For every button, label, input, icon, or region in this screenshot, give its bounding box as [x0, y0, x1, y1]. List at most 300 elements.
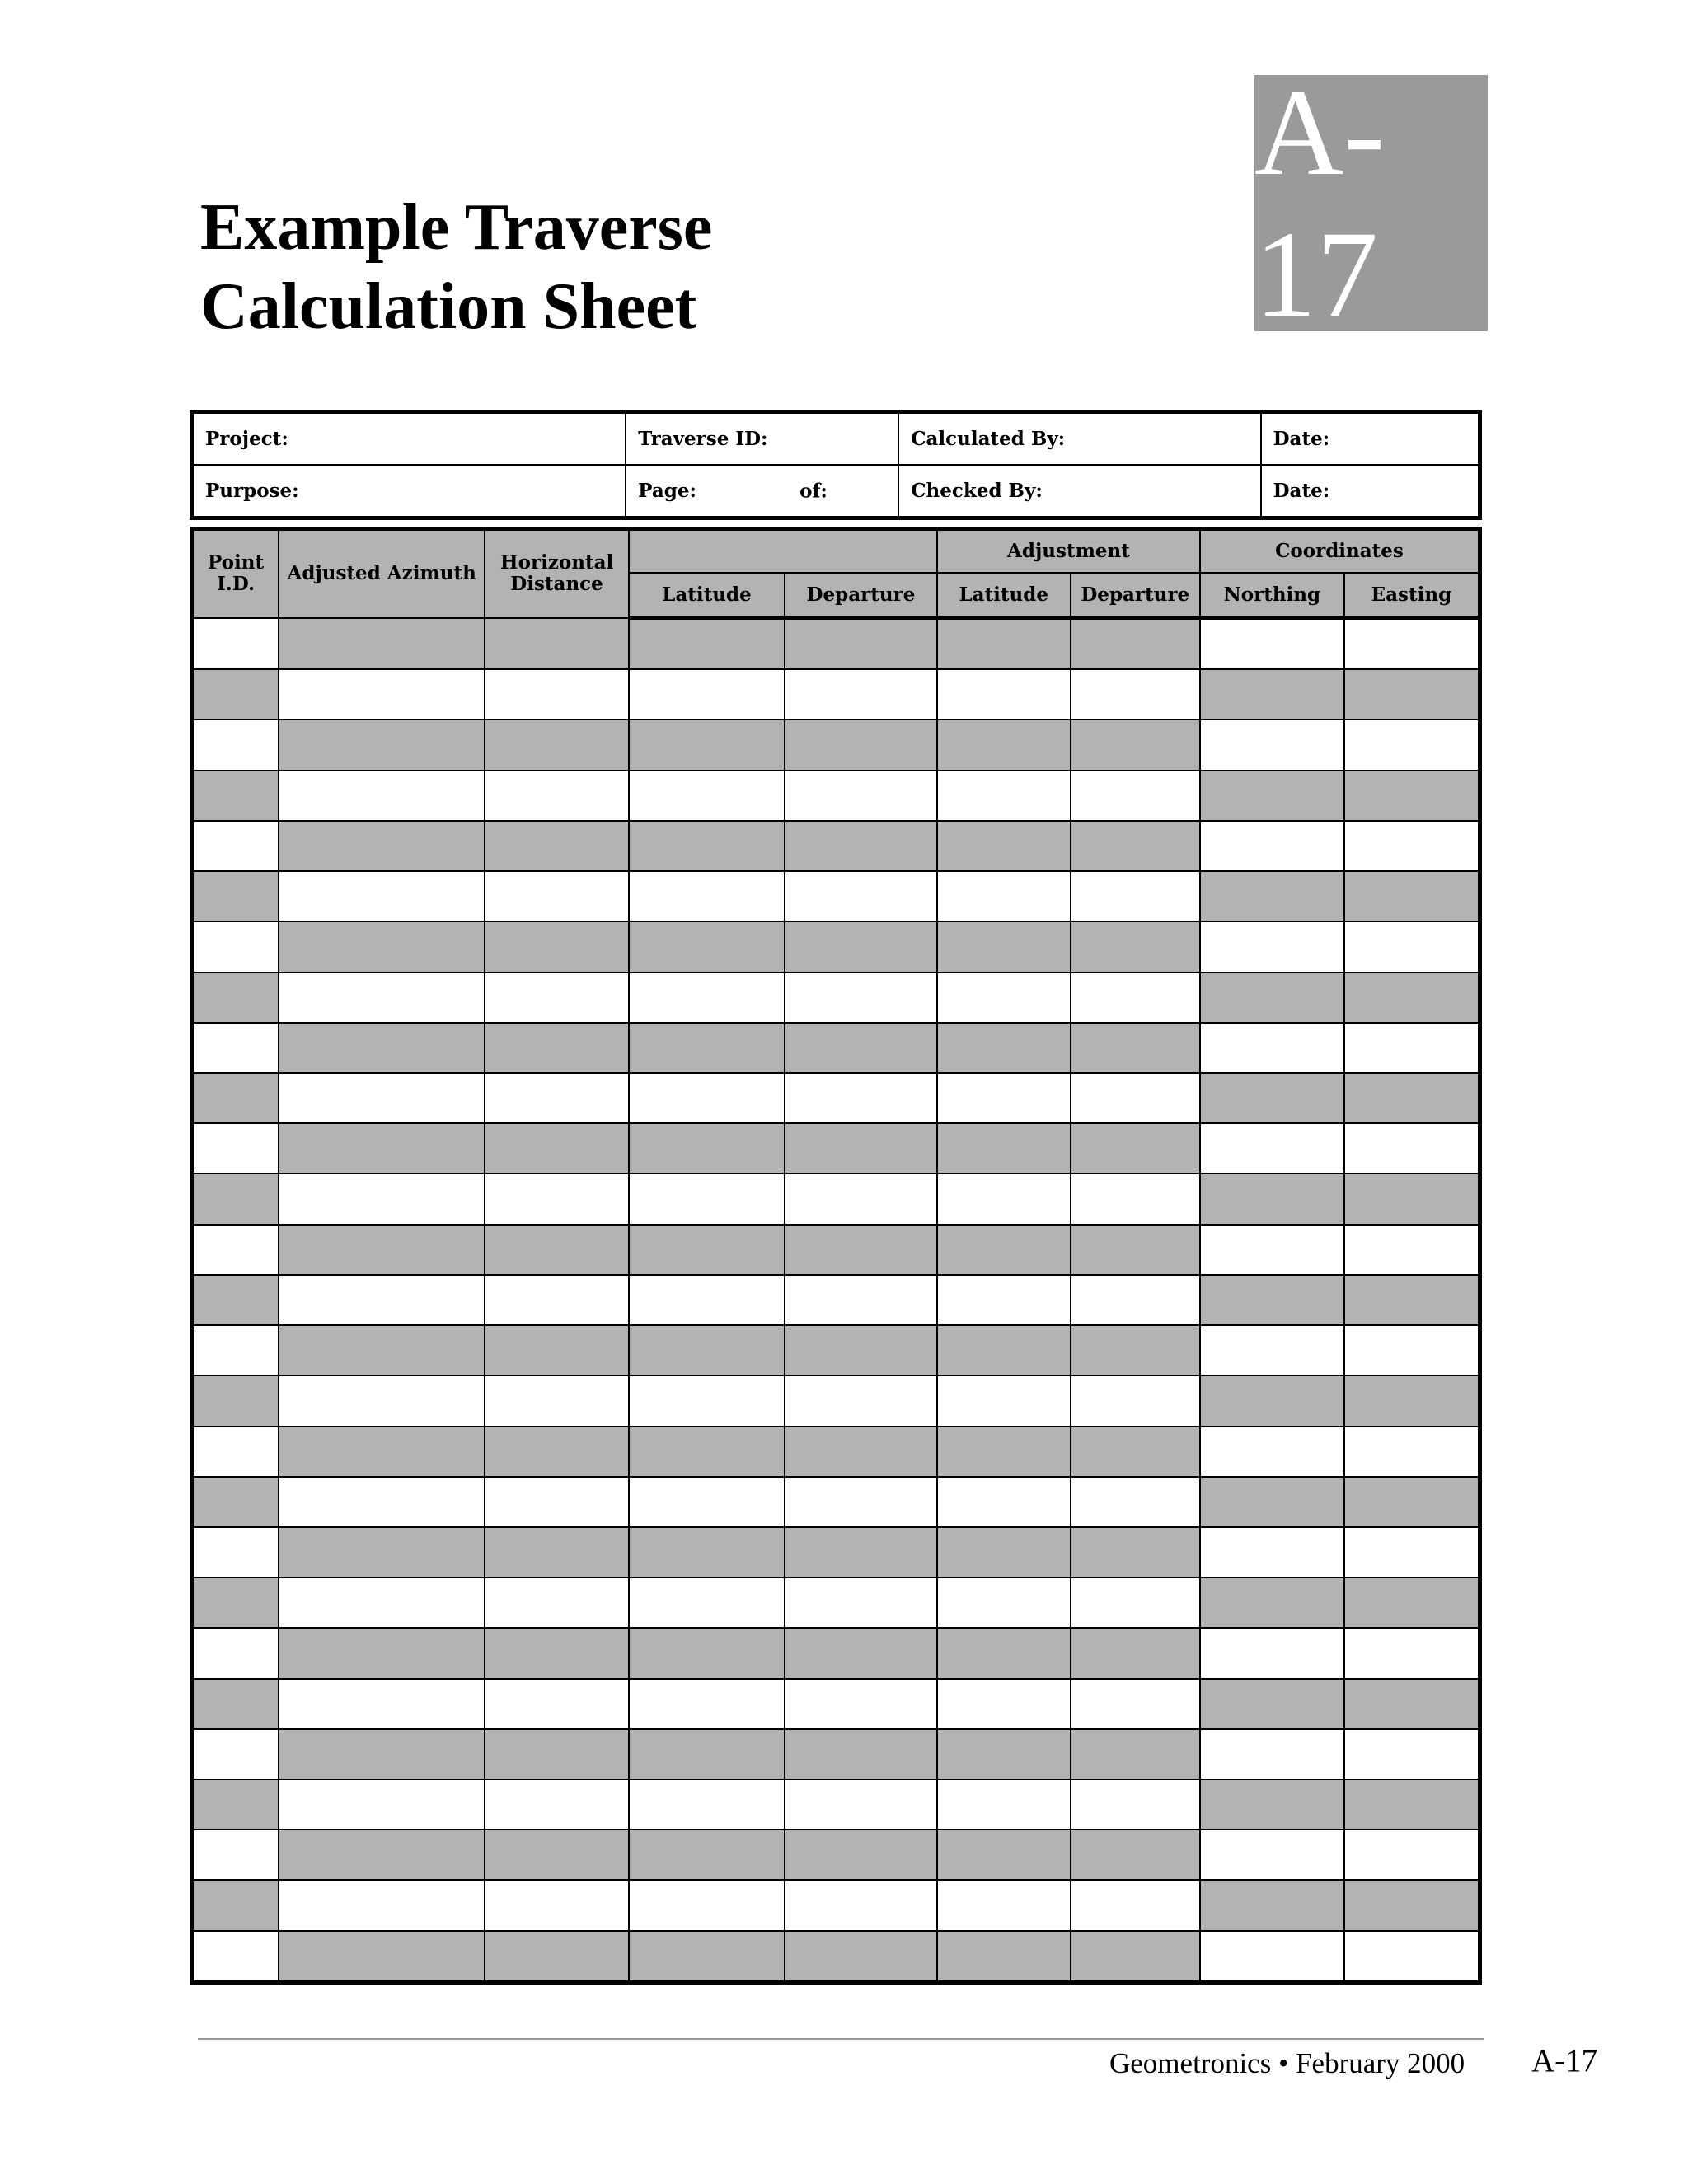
- cell-adjusted-azimuth[interactable]: [279, 1779, 485, 1830]
- cell-easting[interactable]: [1344, 972, 1480, 1023]
- cell-latitude[interactable]: [629, 1931, 785, 1983]
- cell-adj-latitude[interactable]: [937, 1225, 1071, 1275]
- cell-easting[interactable]: [1344, 1679, 1480, 1729]
- of-label: of:: [799, 480, 828, 502]
- col-header-latitude: Latitude: [629, 573, 785, 618]
- cell-departure[interactable]: [785, 1427, 937, 1477]
- cell-easting[interactable]: [1344, 1779, 1480, 1830]
- cell-northing[interactable]: [1200, 669, 1344, 719]
- cell-latitude[interactable]: [629, 1073, 785, 1123]
- cell-point-id[interactable]: [192, 1225, 279, 1275]
- cell-point-id[interactable]: [192, 1779, 279, 1830]
- cell-easting[interactable]: [1344, 618, 1480, 670]
- cell-point-id[interactable]: [192, 1931, 279, 1983]
- cell-adj-departure[interactable]: [1071, 1325, 1201, 1376]
- cell-northing[interactable]: [1200, 1931, 1344, 1983]
- cell-adj-latitude[interactable]: [937, 1376, 1071, 1426]
- cell-adjusted-azimuth[interactable]: [279, 1123, 485, 1174]
- date-label-2: Date:: [1273, 480, 1330, 502]
- col-header-adj-latitude: Latitude: [937, 573, 1071, 618]
- cell-departure[interactable]: [785, 1830, 937, 1880]
- table-row: [192, 1779, 1480, 1830]
- cell-departure[interactable]: [785, 1779, 937, 1830]
- cell-point-id[interactable]: [192, 972, 279, 1023]
- cell-departure[interactable]: [785, 1123, 937, 1174]
- cell-adj-departure[interactable]: [1071, 821, 1201, 871]
- cell-northing[interactable]: [1200, 618, 1344, 670]
- cell-northing[interactable]: [1200, 821, 1344, 871]
- cell-northing[interactable]: [1200, 1325, 1344, 1376]
- cell-easting[interactable]: [1344, 1023, 1480, 1073]
- col-header-northing: Northing: [1200, 573, 1344, 618]
- cell-latitude[interactable]: [629, 618, 785, 670]
- cell-northing[interactable]: [1200, 1023, 1344, 1073]
- cell-adjusted-azimuth[interactable]: [279, 771, 485, 821]
- cell-horizontal-distance[interactable]: [485, 1376, 629, 1426]
- cell-departure[interactable]: [785, 821, 937, 871]
- cell-northing[interactable]: [1200, 921, 1344, 972]
- cell-adj-departure[interactable]: [1071, 972, 1201, 1023]
- cell-departure[interactable]: [785, 1931, 937, 1983]
- cell-adj-departure[interactable]: [1071, 1577, 1201, 1628]
- cell-point-id[interactable]: [192, 1427, 279, 1477]
- cell-adj-latitude[interactable]: [937, 669, 1071, 719]
- cell-adjusted-azimuth[interactable]: [279, 1325, 485, 1376]
- cell-latitude[interactable]: [629, 1577, 785, 1628]
- cell-latitude[interactable]: [629, 1779, 785, 1830]
- cell-adj-latitude[interactable]: [937, 1325, 1071, 1376]
- col-header-coordinates: Coordinates: [1200, 529, 1479, 574]
- cell-adjusted-azimuth[interactable]: [279, 1931, 485, 1983]
- cell-departure[interactable]: [785, 1477, 937, 1527]
- cell-horizontal-distance[interactable]: [485, 1477, 629, 1527]
- cell-northing[interactable]: [1200, 719, 1344, 770]
- page-title-line-1: Example Traverse: [200, 191, 713, 264]
- page-title-line-2: Calculation Sheet: [200, 270, 697, 343]
- cell-adj-departure[interactable]: [1071, 669, 1201, 719]
- traverse-id-field[interactable]: [626, 412, 898, 466]
- cell-northing[interactable]: [1200, 1275, 1344, 1325]
- cell-latitude[interactable]: [629, 1376, 785, 1426]
- traverse-table: [190, 527, 1482, 1985]
- cell-horizontal-distance[interactable]: [485, 1880, 629, 1930]
- cell-point-id[interactable]: [192, 1679, 279, 1729]
- cell-point-id[interactable]: [192, 771, 279, 821]
- cell-latitude[interactable]: [629, 1880, 785, 1930]
- cell-point-id[interactable]: [192, 1023, 279, 1073]
- cell-point-id[interactable]: [192, 921, 279, 972]
- cell-adjusted-azimuth[interactable]: [279, 1023, 485, 1073]
- cell-point-id[interactable]: [192, 871, 279, 921]
- cell-northing[interactable]: [1200, 871, 1344, 921]
- cell-latitude[interactable]: [629, 719, 785, 770]
- cell-adjusted-azimuth[interactable]: [279, 1830, 485, 1880]
- cell-northing[interactable]: [1200, 1679, 1344, 1729]
- cell-adj-latitude[interactable]: [937, 871, 1071, 921]
- cell-point-id[interactable]: [192, 1123, 279, 1174]
- cell-easting[interactable]: [1344, 1830, 1480, 1880]
- cell-adj-latitude[interactable]: [937, 1779, 1071, 1830]
- cell-latitude[interactable]: [629, 821, 785, 871]
- cell-point-id[interactable]: [192, 1477, 279, 1527]
- cell-adj-departure[interactable]: [1071, 1527, 1201, 1577]
- cell-northing[interactable]: [1200, 1729, 1344, 1779]
- cell-latitude[interactable]: [629, 871, 785, 921]
- cell-adj-latitude[interactable]: [937, 972, 1071, 1023]
- cell-adjusted-azimuth[interactable]: [279, 1174, 485, 1224]
- cell-adj-departure[interactable]: [1071, 1427, 1201, 1477]
- cell-horizontal-distance[interactable]: [485, 921, 629, 972]
- cell-horizontal-distance[interactable]: [485, 1073, 629, 1123]
- cell-adj-latitude[interactable]: [937, 1577, 1071, 1628]
- cell-departure[interactable]: [785, 719, 937, 770]
- cell-adj-departure[interactable]: [1071, 1679, 1201, 1729]
- cell-latitude[interactable]: [629, 771, 785, 821]
- cell-horizontal-distance[interactable]: [485, 1023, 629, 1073]
- col-header-easting: Easting: [1344, 573, 1480, 618]
- cell-northing[interactable]: [1200, 1174, 1344, 1224]
- cell-adj-latitude[interactable]: [937, 1275, 1071, 1325]
- cell-horizontal-distance[interactable]: [485, 1628, 629, 1678]
- cell-easting[interactable]: [1344, 1325, 1480, 1376]
- cell-latitude[interactable]: [629, 1427, 785, 1477]
- table-row: [192, 1931, 1480, 1983]
- table-row: [192, 1729, 1480, 1779]
- page-number: A-17: [1531, 2043, 1598, 2079]
- cell-adj-departure[interactable]: [1071, 1477, 1201, 1527]
- table-row: [192, 1123, 1480, 1174]
- cell-northing[interactable]: [1200, 972, 1344, 1023]
- cell-adj-latitude[interactable]: [937, 1931, 1071, 1983]
- cell-adj-latitude[interactable]: [937, 1527, 1071, 1577]
- project-label: Project:: [205, 428, 288, 450]
- cell-point-id[interactable]: [192, 1628, 279, 1678]
- cell-departure[interactable]: [785, 618, 937, 670]
- cell-latitude[interactable]: [629, 1729, 785, 1779]
- cell-adjusted-azimuth[interactable]: [279, 921, 485, 972]
- cell-horizontal-distance[interactable]: [485, 771, 629, 821]
- cell-easting[interactable]: [1344, 1123, 1480, 1174]
- cell-departure[interactable]: [785, 1073, 937, 1123]
- cell-horizontal-distance[interactable]: [485, 1729, 629, 1779]
- cell-latitude[interactable]: [629, 1225, 785, 1275]
- cell-northing[interactable]: [1200, 1628, 1344, 1678]
- cell-horizontal-distance[interactable]: [485, 1577, 629, 1628]
- cell-point-id[interactable]: [192, 618, 279, 670]
- cell-latitude[interactable]: [629, 1679, 785, 1729]
- header-info-table: [190, 410, 1482, 520]
- cell-point-id[interactable]: [192, 1275, 279, 1325]
- cell-departure[interactable]: [785, 1729, 937, 1779]
- cell-adj-departure[interactable]: [1071, 1023, 1201, 1073]
- cell-adjusted-azimuth[interactable]: [279, 618, 485, 670]
- cell-easting[interactable]: [1344, 669, 1480, 719]
- cell-adj-departure[interactable]: [1071, 1729, 1201, 1779]
- cell-point-id[interactable]: [192, 1830, 279, 1880]
- cell-adj-departure[interactable]: [1071, 719, 1201, 770]
- cell-adjusted-azimuth[interactable]: [279, 1729, 485, 1779]
- cell-departure[interactable]: [785, 1023, 937, 1073]
- cell-adj-departure[interactable]: [1071, 1830, 1201, 1880]
- cell-point-id[interactable]: [192, 1073, 279, 1123]
- cell-easting[interactable]: [1344, 1073, 1480, 1123]
- cell-departure[interactable]: [785, 1275, 937, 1325]
- cell-adjusted-azimuth[interactable]: [279, 1275, 485, 1325]
- traverse-table-body: [192, 618, 1480, 1983]
- cell-horizontal-distance[interactable]: [485, 972, 629, 1023]
- cell-adj-departure[interactable]: [1071, 1779, 1201, 1830]
- cell-adj-departure[interactable]: [1071, 1880, 1201, 1930]
- cell-adj-departure[interactable]: [1071, 1376, 1201, 1426]
- cell-easting[interactable]: [1344, 1577, 1480, 1628]
- col-header-adj-departure: Departure: [1071, 573, 1201, 618]
- cell-point-id[interactable]: [192, 1527, 279, 1577]
- date-field-2[interactable]: [1261, 465, 1480, 518]
- cell-northing[interactable]: [1200, 1225, 1344, 1275]
- cell-latitude[interactable]: [629, 1477, 785, 1527]
- cell-point-id[interactable]: [192, 669, 279, 719]
- cell-adj-latitude[interactable]: [937, 921, 1071, 972]
- page-field[interactable]: [626, 465, 898, 518]
- cell-easting[interactable]: [1344, 1477, 1480, 1527]
- cell-easting[interactable]: [1344, 1275, 1480, 1325]
- cell-latitude[interactable]: [629, 1527, 785, 1577]
- cell-latitude[interactable]: [629, 921, 785, 972]
- cell-latitude[interactable]: [629, 1628, 785, 1678]
- table-row: [192, 1577, 1480, 1628]
- cell-departure[interactable]: [785, 1174, 937, 1224]
- cell-departure[interactable]: [785, 1376, 937, 1426]
- cell-latitude[interactable]: [629, 1830, 785, 1880]
- cell-adjusted-azimuth[interactable]: [279, 1427, 485, 1477]
- cell-easting[interactable]: [1344, 1628, 1480, 1678]
- table-row: [192, 1880, 1480, 1930]
- cell-northing[interactable]: [1200, 1880, 1344, 1930]
- cell-adj-latitude[interactable]: [937, 1880, 1071, 1930]
- cell-adjusted-azimuth[interactable]: [279, 1073, 485, 1123]
- date-label-1: Date:: [1273, 428, 1330, 450]
- cell-adjusted-azimuth[interactable]: [279, 972, 485, 1023]
- cell-adj-latitude[interactable]: [937, 1427, 1071, 1477]
- cell-point-id[interactable]: [192, 821, 279, 871]
- cell-easting[interactable]: [1344, 771, 1480, 821]
- cell-departure[interactable]: [785, 972, 937, 1023]
- table-row: [192, 669, 1480, 719]
- cell-latitude[interactable]: [629, 1174, 785, 1224]
- cell-horizontal-distance[interactable]: [485, 1275, 629, 1325]
- cell-point-id[interactable]: [192, 1376, 279, 1426]
- table-row: [192, 1073, 1480, 1123]
- cell-adj-departure[interactable]: [1071, 618, 1201, 670]
- cell-easting[interactable]: [1344, 921, 1480, 972]
- purpose-field[interactable]: [192, 465, 626, 518]
- table-row: [192, 1174, 1480, 1224]
- col-header-departure: Departure: [785, 573, 937, 618]
- cell-adj-departure[interactable]: [1071, 1073, 1201, 1123]
- cell-adj-departure[interactable]: [1071, 1225, 1201, 1275]
- cell-adjusted-azimuth[interactable]: [279, 1376, 485, 1426]
- cell-adj-departure[interactable]: [1071, 771, 1201, 821]
- cell-point-id[interactable]: [192, 1729, 279, 1779]
- cell-departure[interactable]: [785, 1527, 937, 1577]
- table-row: [192, 821, 1480, 871]
- cell-horizontal-distance[interactable]: [485, 719, 629, 770]
- cell-adj-latitude[interactable]: [937, 1830, 1071, 1880]
- cell-adj-departure[interactable]: [1071, 1931, 1201, 1983]
- cell-adjusted-azimuth[interactable]: [279, 719, 485, 770]
- cell-adjusted-azimuth[interactable]: [279, 871, 485, 921]
- cell-adj-latitude[interactable]: [937, 1477, 1071, 1527]
- cell-horizontal-distance[interactable]: [485, 1225, 629, 1275]
- cell-adjusted-azimuth[interactable]: [279, 1628, 485, 1678]
- cell-departure[interactable]: [785, 1679, 937, 1729]
- cell-latitude[interactable]: [629, 1123, 785, 1174]
- cell-adjusted-azimuth[interactable]: [279, 1880, 485, 1930]
- cell-adjusted-azimuth[interactable]: [279, 1679, 485, 1729]
- cell-horizontal-distance[interactable]: [485, 618, 629, 670]
- date-field-1[interactable]: [1261, 412, 1480, 466]
- cell-northing[interactable]: [1200, 1477, 1344, 1527]
- col-header-adjustment: Adjustment: [937, 529, 1200, 574]
- cell-adj-departure[interactable]: [1071, 1123, 1201, 1174]
- cell-horizontal-distance[interactable]: [485, 1174, 629, 1224]
- cell-point-id[interactable]: [192, 1325, 279, 1376]
- cell-horizontal-distance[interactable]: [485, 1679, 629, 1729]
- cell-adj-departure[interactable]: [1071, 1628, 1201, 1678]
- cell-departure[interactable]: [785, 1577, 937, 1628]
- table-row: [192, 1477, 1480, 1527]
- cell-easting[interactable]: [1344, 1225, 1480, 1275]
- table-row: [192, 618, 1480, 670]
- cell-adj-latitude[interactable]: [937, 1023, 1071, 1073]
- table-row: [192, 1830, 1480, 1880]
- footer-rule: [198, 2038, 1484, 2040]
- cell-adj-latitude[interactable]: [937, 1073, 1071, 1123]
- cell-easting[interactable]: [1344, 871, 1480, 921]
- cell-latitude[interactable]: [629, 1023, 785, 1073]
- cell-adj-latitude[interactable]: [937, 821, 1071, 871]
- cell-northing[interactable]: [1200, 1577, 1344, 1628]
- cell-northing[interactable]: [1200, 1073, 1344, 1123]
- cell-horizontal-distance[interactable]: [485, 871, 629, 921]
- cell-latitude[interactable]: [629, 669, 785, 719]
- cell-departure[interactable]: [785, 1225, 937, 1275]
- cell-adj-latitude[interactable]: [937, 1729, 1071, 1779]
- table-row: [192, 1427, 1480, 1477]
- cell-adj-departure[interactable]: [1071, 1275, 1201, 1325]
- cell-point-id[interactable]: [192, 1174, 279, 1224]
- cell-easting[interactable]: [1344, 1376, 1480, 1426]
- cell-northing[interactable]: [1200, 1527, 1344, 1577]
- table-row: [192, 719, 1480, 770]
- table-row: [192, 1679, 1480, 1729]
- col-header-point-id: Point I.D.: [192, 529, 279, 618]
- cell-easting[interactable]: [1344, 719, 1480, 770]
- cell-adj-latitude[interactable]: [937, 1628, 1071, 1678]
- cell-adjusted-azimuth[interactable]: [279, 1225, 485, 1275]
- cell-latitude[interactable]: [629, 1275, 785, 1325]
- cell-adjusted-azimuth[interactable]: [279, 1527, 485, 1577]
- cell-adj-latitude[interactable]: [937, 618, 1071, 670]
- cell-departure[interactable]: [785, 871, 937, 921]
- cell-horizontal-distance[interactable]: [485, 1427, 629, 1477]
- cell-point-id[interactable]: [192, 1880, 279, 1930]
- cell-point-id[interactable]: [192, 719, 279, 770]
- cell-northing[interactable]: [1200, 1830, 1344, 1880]
- cell-departure[interactable]: [785, 1628, 937, 1678]
- cell-adj-latitude[interactable]: [937, 1123, 1071, 1174]
- cell-adj-departure[interactable]: [1071, 921, 1201, 972]
- cell-adjusted-azimuth[interactable]: [279, 821, 485, 871]
- cell-northing[interactable]: [1200, 1376, 1344, 1426]
- cell-adj-latitude[interactable]: [937, 1174, 1071, 1224]
- cell-northing[interactable]: [1200, 1123, 1344, 1174]
- cell-departure[interactable]: [785, 669, 937, 719]
- cell-horizontal-distance[interactable]: [485, 821, 629, 871]
- cell-adjusted-azimuth[interactable]: [279, 1477, 485, 1527]
- cell-horizontal-distance[interactable]: [485, 1779, 629, 1830]
- cell-point-id[interactable]: [192, 1577, 279, 1628]
- page-title: [200, 188, 712, 346]
- cell-horizontal-distance[interactable]: [485, 669, 629, 719]
- col-header-adjusted-azimuth: Adjusted Azimuth: [279, 529, 485, 618]
- cell-horizontal-distance[interactable]: [485, 1830, 629, 1880]
- cell-adj-latitude[interactable]: [937, 771, 1071, 821]
- cell-adj-departure[interactable]: [1071, 1174, 1201, 1224]
- table-row: [192, 1225, 1480, 1275]
- cell-northing[interactable]: [1200, 1779, 1344, 1830]
- cell-departure[interactable]: [785, 1880, 937, 1930]
- cell-horizontal-distance[interactable]: [485, 1123, 629, 1174]
- table-row: [192, 1527, 1480, 1577]
- calculated-by-label: Calculated By:: [911, 428, 1066, 450]
- checked-by-field[interactable]: [898, 465, 1260, 518]
- cell-adj-latitude[interactable]: [937, 1679, 1071, 1729]
- table-row: [192, 972, 1480, 1023]
- cell-departure[interactable]: [785, 1325, 937, 1376]
- cell-departure[interactable]: [785, 921, 937, 972]
- cell-horizontal-distance[interactable]: [485, 1325, 629, 1376]
- cell-horizontal-distance[interactable]: [485, 1527, 629, 1577]
- cell-easting[interactable]: [1344, 821, 1480, 871]
- cell-northing[interactable]: [1200, 1427, 1344, 1477]
- table-row: [192, 771, 1480, 821]
- cell-adj-latitude[interactable]: [937, 719, 1071, 770]
- col-header-blank-group: [629, 529, 937, 574]
- cell-northing[interactable]: [1200, 771, 1344, 821]
- cell-easting[interactable]: [1344, 1931, 1480, 1983]
- purpose-label: Purpose:: [205, 480, 299, 502]
- col-header-horizontal-distance: Horizontal Distance: [485, 529, 629, 618]
- cell-horizontal-distance[interactable]: [485, 1931, 629, 1983]
- table-row: [192, 921, 1480, 972]
- cell-easting[interactable]: [1344, 1174, 1480, 1224]
- section-tab: A-17: [1254, 75, 1488, 331]
- cell-latitude[interactable]: [629, 1325, 785, 1376]
- cell-departure[interactable]: [785, 771, 937, 821]
- table-row: [192, 1376, 1480, 1426]
- cell-easting[interactable]: [1344, 1427, 1480, 1477]
- cell-easting[interactable]: [1344, 1880, 1480, 1930]
- cell-easting[interactable]: [1344, 1729, 1480, 1779]
- project-field[interactable]: [192, 412, 626, 466]
- cell-adjusted-azimuth[interactable]: [279, 669, 485, 719]
- cell-easting[interactable]: [1344, 1527, 1480, 1577]
- cell-adj-departure[interactable]: [1071, 871, 1201, 921]
- cell-latitude[interactable]: [629, 972, 785, 1023]
- cell-adjusted-azimuth[interactable]: [279, 1577, 485, 1628]
- calculated-by-field[interactable]: [898, 412, 1260, 466]
